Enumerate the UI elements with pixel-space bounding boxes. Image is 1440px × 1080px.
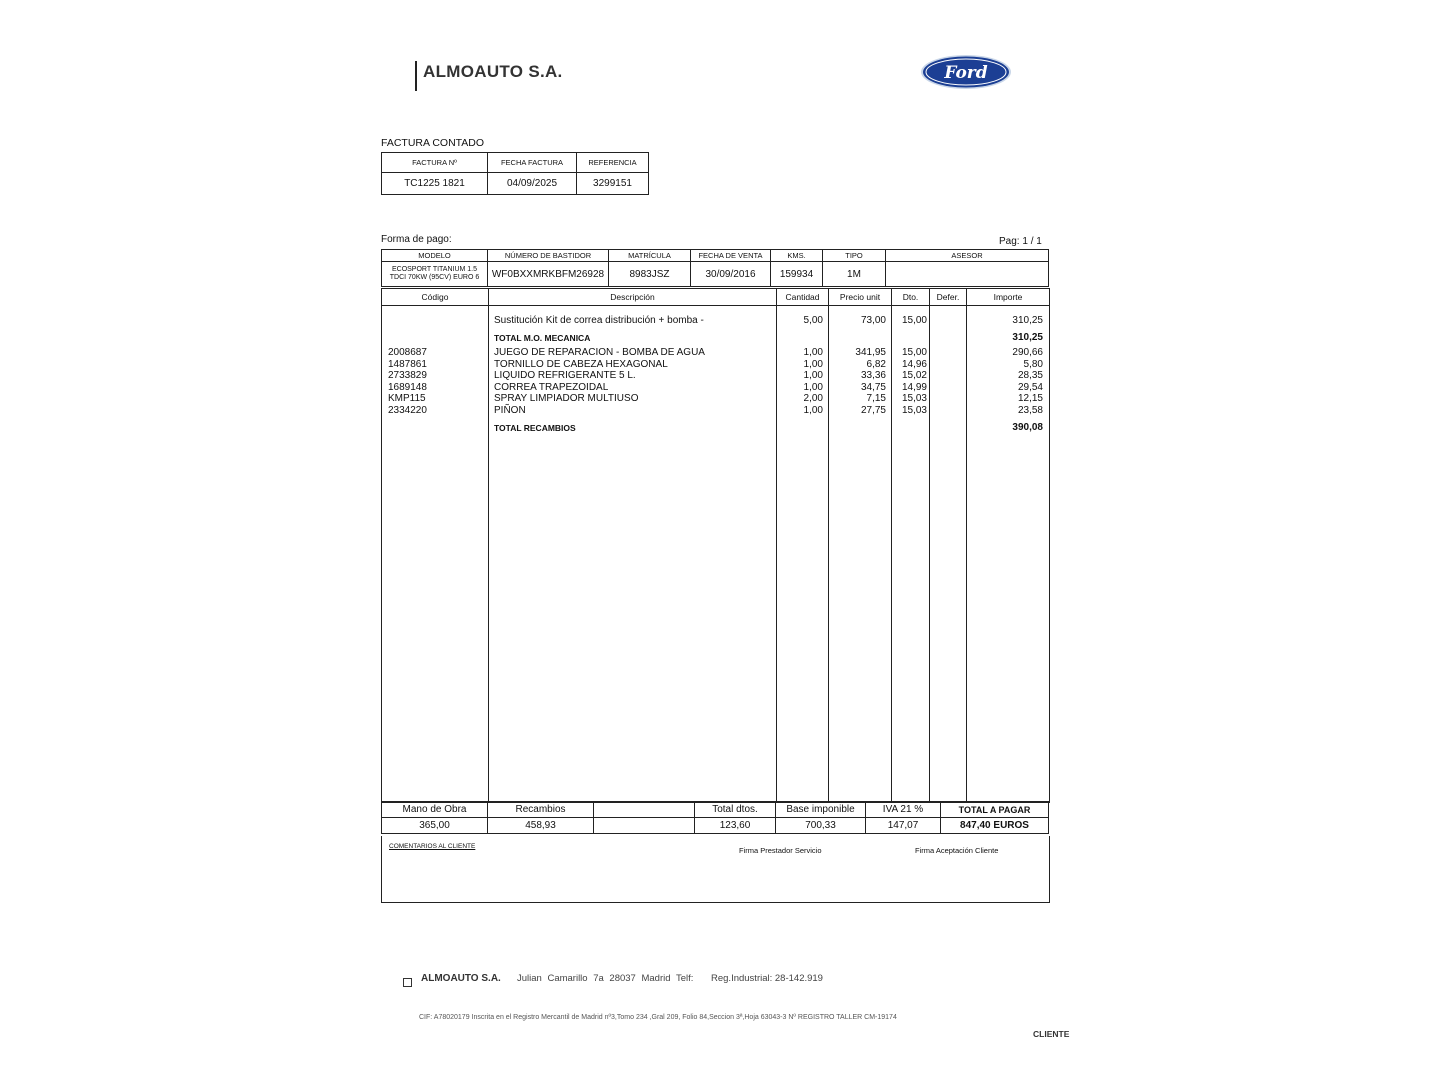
line-amount: 28,35 — [1017, 370, 1043, 381]
amount-header: Importe — [993, 292, 1023, 302]
parts-total-row — [382, 422, 1049, 434]
vehicle-advisor — [886, 262, 1049, 287]
line-amount: 310,25 — [1012, 315, 1043, 326]
ford-logo — [920, 54, 1012, 95]
vin-header: NÚMERO DE BASTIDOR — [488, 250, 609, 262]
comments-title: COMENTARIOS AL CLIENTE — [389, 843, 476, 850]
labor-total-value: 310,25 — [1012, 332, 1043, 343]
vehicle-vin: WF0BXXMRKBFM26928 — [488, 262, 609, 287]
line-unit-price: 341,95 — [855, 347, 886, 358]
table-row — [382, 393, 1049, 405]
footer-square-icon — [403, 978, 412, 987]
brand-divider — [415, 61, 417, 91]
line-unit-price: 33,36 — [860, 370, 886, 381]
parts-total-label: TOTAL RECAMBIOS — [494, 423, 576, 433]
document-type: FACTURA CONTADO — [381, 137, 485, 149]
invoice-meta-table — [381, 152, 649, 195]
line-unit-price: 7,15 — [866, 393, 886, 404]
provider-signature-label: Firma Prestador Servicio — [739, 846, 822, 855]
line-description: SPRAY LIMPIADOR MULTIUSO — [494, 393, 639, 404]
blank-header — [594, 802, 695, 818]
line-description: JUEGO DE REPARACION - BOMBA DE AGUA — [494, 347, 705, 358]
line-quantity: 2,00 — [803, 393, 823, 404]
discount-header: Dto. — [902, 292, 919, 302]
vehicle-model-line1: ECOSPORT TITANIUM 1.5 — [391, 266, 478, 273]
total-due: 847,40 EUROS — [941, 818, 1049, 834]
line-unit-price: 34,75 — [860, 381, 886, 393]
labor-total: 365,00 — [382, 818, 488, 834]
footer-address: Julian Camarillo 7a 28037 Madrid Telf: — [517, 973, 694, 984]
line-code: 1487861 — [388, 358, 427, 370]
line-quantity: 5,00 — [803, 315, 823, 326]
table-row — [382, 405, 1049, 417]
line-quantity: 1,00 — [803, 404, 823, 416]
line-discount: 14,96 — [901, 358, 927, 370]
line-unit-price: 27,75 — [860, 404, 886, 416]
invoice-date: 04/09/2025 — [488, 173, 577, 195]
line-quantity: 1,00 — [803, 347, 823, 358]
model-header: MODELO — [382, 250, 488, 262]
vehicle-model-line2: TDCI 70KW (95CV) EURO 6 — [389, 274, 480, 281]
table-row — [382, 347, 1049, 359]
vehicle-plate: 8983JSZ — [609, 262, 691, 287]
line-quantity: 1,00 — [803, 381, 823, 393]
labor-total-label: TOTAL M.O. MECANICA — [494, 333, 591, 343]
payment-method-label: Forma de pago: — [381, 234, 452, 245]
total-discounts-header: Total dtos. — [695, 802, 776, 818]
vehicle-type: 1M — [823, 262, 886, 287]
labor-header: Mano de Obra — [382, 802, 488, 818]
table-row — [382, 370, 1049, 382]
line-discount: 14,99 — [901, 381, 927, 393]
vehicle-kms: 159934 — [771, 262, 823, 287]
vehicle-sale-date: 30/09/2016 — [691, 262, 771, 287]
line-discount: 15,03 — [901, 404, 927, 416]
line-description: PIÑON — [494, 404, 526, 416]
table-row — [382, 359, 1049, 371]
svg-text:Ford: Ford — [944, 63, 988, 83]
vehicle-model — [382, 262, 488, 287]
line-code: 2008687 — [388, 347, 427, 358]
line-code: 2334220 — [388, 404, 427, 416]
footer-company: ALMOAUTO S.A. — [421, 973, 501, 984]
tax-base: 700,33 — [776, 818, 866, 834]
plate-header: MATRÍCULA — [609, 250, 691, 262]
client-signature-label: Firma Aceptación Cliente — [915, 846, 999, 855]
page-number: Pag: 1 / 1 — [999, 236, 1042, 247]
line-discount: 15,00 — [901, 347, 927, 358]
reference: 3299151 — [577, 173, 649, 195]
line-discount: 15,00 — [901, 315, 927, 326]
table-row — [382, 382, 1049, 394]
invoice-number-header: FACTURA Nº — [382, 153, 488, 173]
line-amount: 12,15 — [1017, 393, 1043, 404]
line-unit-price: 6,82 — [866, 358, 886, 370]
tax-base-header: Base imponible — [776, 802, 866, 818]
line-code: KMP115 — [388, 393, 426, 404]
line-code: 2733829 — [388, 370, 427, 381]
line-quantity: 1,00 — [803, 370, 823, 381]
line-description: CORREA TRAPEZOIDAL — [494, 381, 609, 393]
invoice-number: TC1225 1821 — [382, 173, 488, 195]
copy-label: CLIENTE — [1033, 1029, 1070, 1039]
unit-price-header: Precio unit — [839, 292, 881, 302]
parts-total-value: 390,08 — [1012, 422, 1043, 433]
line-quantity: 1,00 — [803, 358, 823, 370]
line-description: LIQUIDO REFRIGERANTE 5 L. — [494, 370, 636, 381]
type-header: TIPO — [823, 250, 886, 262]
blank-value — [594, 818, 695, 834]
invoice-lines — [381, 288, 1050, 803]
footer-registry: Reg.Industrial: 28-142.919 — [711, 973, 823, 984]
footer-legal: CIF: A78020179 Inscrita en el Registro Mercantil de Madrid nº3,Tomo 234 ,Gral 209, Folio 84,Seccion 3ª,Hoja 63043-3 Nº REGISTRO TALLER CM-19174 — [419, 1014, 897, 1021]
totals-table — [381, 801, 1049, 834]
line-amount: 29,54 — [1017, 381, 1043, 393]
total-due-header: TOTAL A PAGAR — [941, 802, 1049, 818]
line-code: 1689148 — [388, 381, 427, 393]
kms-header: KMS. — [771, 250, 823, 262]
line-amount: 290,66 — [1012, 347, 1043, 358]
labor-total-row — [382, 332, 1049, 344]
code-header: Código — [421, 292, 449, 302]
labor-row — [382, 315, 1049, 327]
line-discount: 15,03 — [901, 393, 927, 404]
parts-header: Recambios — [488, 802, 594, 818]
invoice-date-header: FECHA FACTURA — [488, 153, 577, 173]
quantity-header: Cantidad — [785, 292, 820, 302]
line-description: TORNILLO DE CABEZA HEXAGONAL — [494, 358, 668, 370]
vat-header: IVA 21 % — [866, 802, 941, 818]
vehicle-table — [381, 249, 1049, 287]
vat-amount: 147,07 — [866, 818, 941, 834]
sale-date-header: FECHA DE VENTA — [691, 250, 771, 262]
header-divider — [382, 305, 1049, 306]
company-name: ALMOAUTO S.A. — [423, 62, 563, 81]
line-amount: 5,80 — [1023, 358, 1043, 370]
deferred-header: Defer. — [936, 292, 960, 302]
reference-header: REFERENCIA — [577, 153, 649, 173]
line-description: Sustitución Kit de correa distribución + bomba - — [494, 315, 704, 326]
line-amount: 23,58 — [1017, 404, 1043, 416]
parts-total: 458,93 — [488, 818, 594, 834]
advisor-header: ASESOR — [886, 250, 1049, 262]
line-discount: 15,02 — [901, 370, 927, 381]
line-unit-price: 73,00 — [860, 315, 886, 326]
total-discounts: 123,60 — [695, 818, 776, 834]
description-header: Descripción — [610, 292, 655, 302]
